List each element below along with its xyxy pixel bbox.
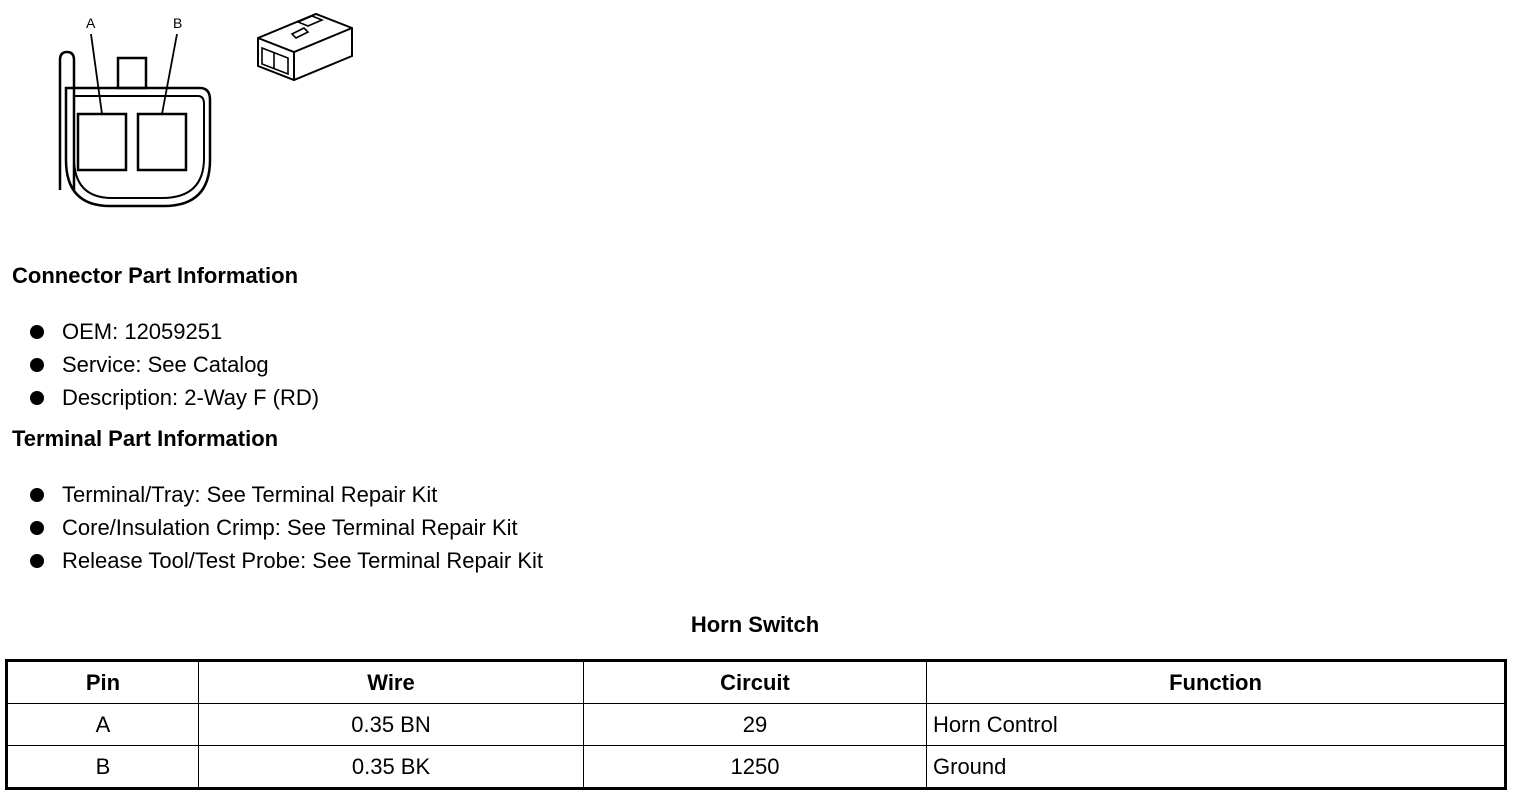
terminal-tray-text: Terminal/Tray: See Terminal Repair Kit xyxy=(62,482,438,507)
header-wire: Wire xyxy=(199,661,584,704)
list-item xyxy=(30,478,543,511)
cell-circuit: 1250 xyxy=(584,746,927,789)
cell-function: Horn Control xyxy=(927,704,1506,746)
header-pin: Pin xyxy=(7,661,199,704)
terminal-info-heading: Terminal Part Information xyxy=(12,426,279,451)
header-circuit: Circuit xyxy=(584,661,927,704)
header-function: Function xyxy=(927,661,1506,704)
cell-function: Ground xyxy=(927,746,1506,789)
connector-info-list xyxy=(30,315,319,414)
cell-pin: A xyxy=(7,704,199,746)
list-item xyxy=(30,348,319,381)
pin-label-b: B xyxy=(173,15,183,31)
bullet-icon xyxy=(30,358,44,372)
bullet-icon xyxy=(30,488,44,502)
description-text: Description: 2-Way F (RD) xyxy=(62,385,320,410)
bullet-icon xyxy=(30,521,44,535)
pin-table xyxy=(5,659,1507,790)
bullet-icon xyxy=(30,325,44,339)
table-title: Horn Switch xyxy=(690,612,820,637)
connector-info-heading: Connector Part Information xyxy=(12,263,299,288)
pin-label-a: A xyxy=(86,15,96,31)
table-row xyxy=(7,746,1506,789)
bullet-icon xyxy=(30,554,44,568)
service-text: Service: See Catalog xyxy=(62,352,269,377)
release-tool-text: Release Tool/Test Probe: See Terminal Repair Kit xyxy=(62,548,543,573)
list-item xyxy=(30,381,319,414)
oem-text: OEM: 12059251 xyxy=(62,319,223,344)
connector-face-diagram xyxy=(40,10,240,215)
cell-pin: B xyxy=(7,746,199,789)
cell-wire: 0.35 BK xyxy=(199,746,584,789)
table-header-row xyxy=(7,661,1506,704)
terminal-info-list xyxy=(30,478,543,577)
list-item xyxy=(30,511,543,544)
connector-3d-icon xyxy=(252,8,360,88)
crimp-text: Core/Insulation Crimp: See Terminal Repair Kit xyxy=(62,515,518,540)
list-item xyxy=(30,544,543,577)
bullet-icon xyxy=(30,391,44,405)
table-row xyxy=(7,704,1506,746)
cell-circuit: 29 xyxy=(584,704,927,746)
list-item xyxy=(30,315,319,348)
cell-wire: 0.35 BN xyxy=(199,704,584,746)
